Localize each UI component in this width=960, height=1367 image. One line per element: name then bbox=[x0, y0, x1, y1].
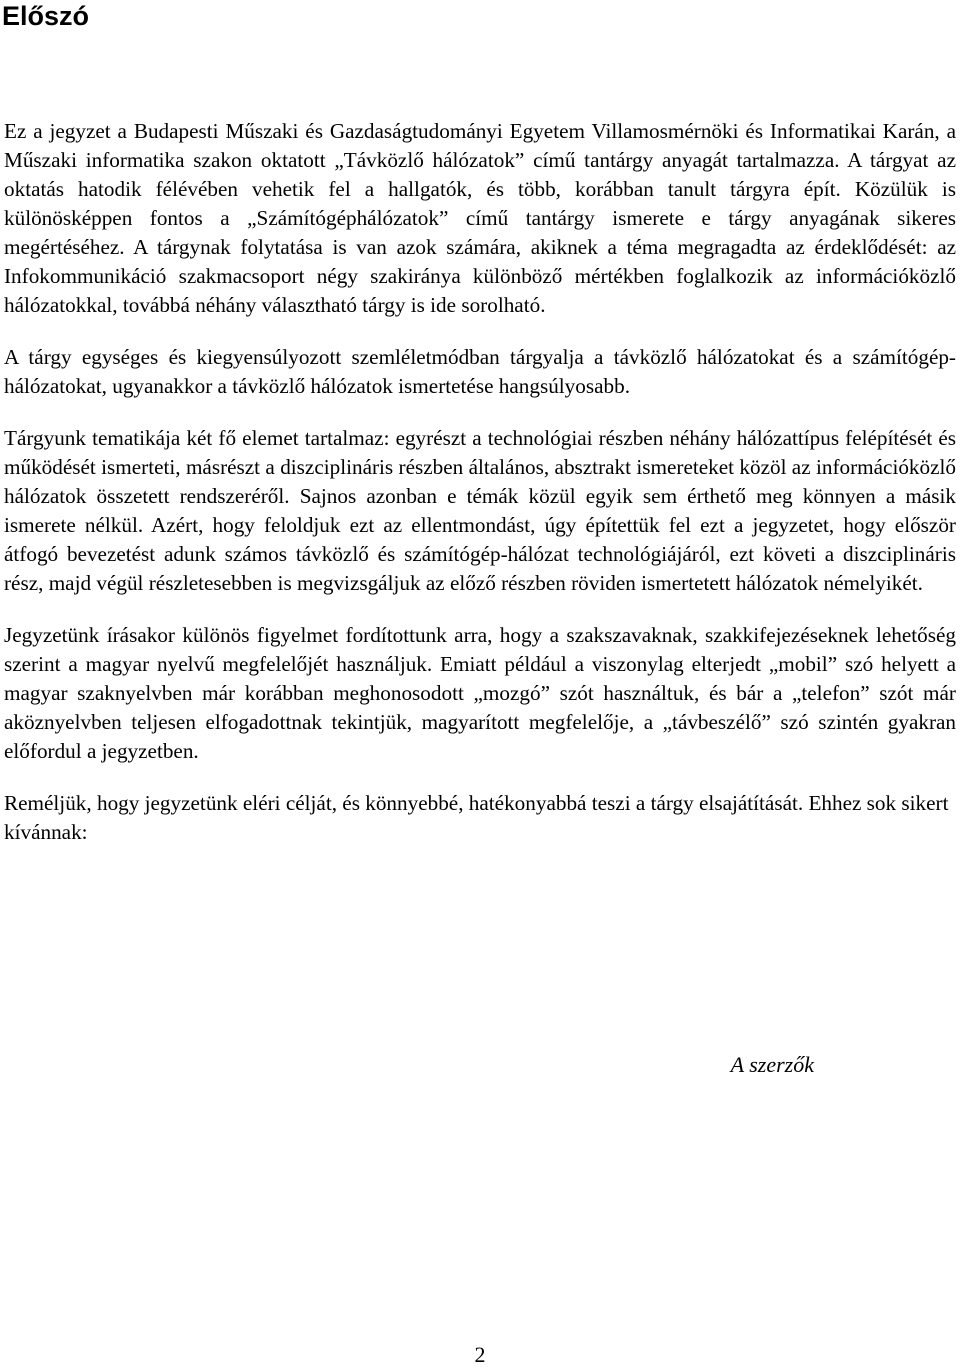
paragraph-terminology: Jegyzetünk írásakor különös figyelmet fordítottunk arra, hogy a szakszavaknak, szakkifejezéseknek lehetőség szerint a magyar nyelvű megfelelőjét használjuk. Emiatt például a viszonylag elterjedt „mobil” szó helyett a magyar szaknyelvben már korábban meghonosodott „mozgó” szót használtuk, és bár a „telefon” szót már aköznyelvben teljesen elfogadottnak tekintjük, magyarított megfelelője, a „távbeszélő” szó szintén gyakran előfordul a jegyzetben. bbox=[4, 623, 956, 763]
paragraph-structure: Tárgyunk tematikája két fő elemet tartalmaz: egyrészt a technológiai részben néhány hálózattípus felépítését és működését ismerteti, másrészt a diszciplináris részben általános, absztrakt ismereteket közöl az információközlő hálózatok összetett rendszeréről. Sajnos azonban e témák közül egyik sem érthető meg könnyen a másik ismerete nélkül. Azért, hogy feloldjuk ezt az ellentmondást, úgy építettük fel ezt a jegyzetet, hogy először átfogó bevezetést adunk számos távközlő és számítógép-hálózat technológiájáról, ezt követi a diszciplináris rész, majd végül részletesebben is megvizsgáljuk az előző részben röviden ismertetett hálózatok némelyikét. bbox=[4, 426, 956, 595]
page-title: Előszó bbox=[2, 1, 90, 31]
page-number: 2 bbox=[474, 1342, 486, 1367]
body-text bbox=[4, 117, 956, 847]
paragraph-intro: Ez a jegyzet a Budapesti Műszaki és Gazdaságtudományi Egyetem Villamosmérnöki és Informatikai Karán, a Műszaki informatika szakon oktatott „Távközlő hálózatok” című tantárgy anyagát tartalmazza. A tárgyat az oktatás hatodik félévében vehetik fel a hallgatók, és több, korábban tanult tárgyra épít. Közülük is különösképpen fontos a „Számítógéphálózatok” című tantárgy ismerete e tárgy anyagának sikeres megértéséhez. A tárgynak folytatása is van azok számára, akiknek a téma megragadta az érdeklődését: az Infokommunikáció szakmacsoport négy szakiránya különböző mértékben foglalkozik az információközlő hálózatokkal, továbbá néhány választható tárgy is ide sorolható. bbox=[4, 119, 956, 317]
paragraph-approach: A tárgy egységes és kiegyensúlyozott szemléletmódban tárgyalja a távközlő hálózatokat és a számítógép-hálózatokat, ugyanakkor a távközlő hálózatok ismertetése hangsúlyosabb. bbox=[4, 345, 956, 398]
paragraph-closing: Reméljük, hogy jegyzetünk eléri célját, és könnyebbé, hatékonyabbá teszi a tárgy elsajátítását. Ehhez sok sikert kívánnak: bbox=[4, 791, 949, 844]
signature: A szerzők bbox=[730, 1052, 814, 1077]
